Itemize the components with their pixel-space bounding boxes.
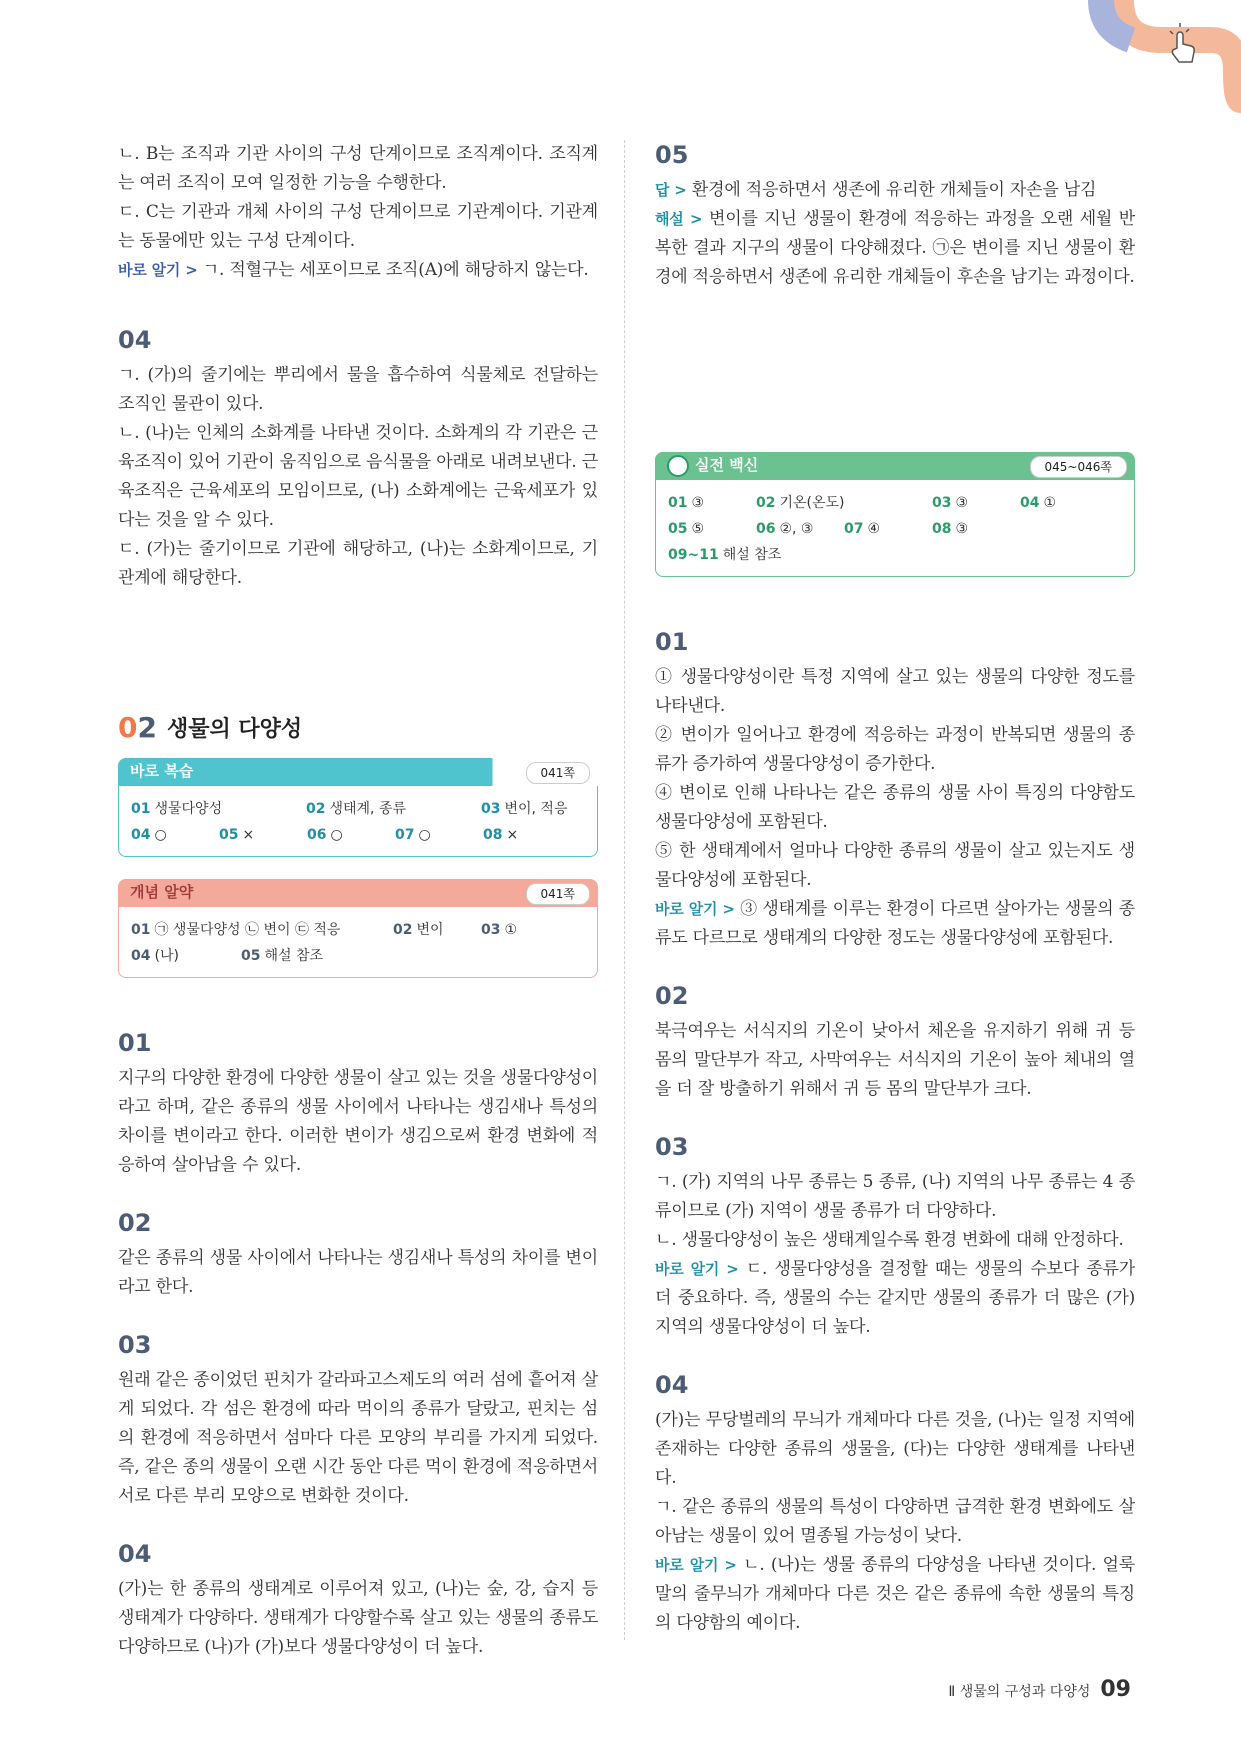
section-heading — [118, 711, 598, 744]
explanation-text: 지구의 다양한 환경에 다양한 생물이 살고 있는 것을 생물다양성이라고 하며, 같은 종류의 생물 사이에서 나타나는 생김새나 특성의 차이를 변이라고 한다. 이러한 변이가 생김으로써 환경 변화에 적응하여 살아남을 수 있다. — [118, 1068, 598, 1175]
answer-item: 03 변이, 적응 — [481, 801, 568, 817]
page-number: 09 — [1100, 1677, 1131, 1702]
explanation-text: 같은 종류의 생물 사이에서 나타나는 생김새나 특성의 차이를 변이라고 한다. — [118, 1248, 598, 1297]
concept-tag: 개념 알약 — [118, 879, 205, 905]
corner-decoration — [1061, 0, 1241, 120]
answer-item: 01 ㉠ 생물다양성 ㉡ 변이 ㉢ 적응 — [131, 922, 341, 938]
answer-item: 05 ⑤ — [668, 521, 705, 537]
correction-line: 바로 알기 > ㄴ. (나)는 생물 종류의 다양성을 나타낸 것이다. 얼룩말의 줄무늬가 개체마다 다른 것은 같은 종류에 속한 생물의 특징의 다양함의 예이다. — [655, 1555, 1135, 1633]
question-number: 01 — [118, 1029, 152, 1057]
page-ref: 045~046쪽 — [1030, 456, 1127, 478]
barun-label: 바로 알기 > — [118, 261, 198, 279]
answer-item: 04 ① — [1020, 495, 1057, 511]
answer-item: 03 ① — [481, 922, 518, 938]
question-number: 03 — [118, 1331, 152, 1359]
explanation-line: ⑤ 한 생태계에서 얼마나 다양한 종류의 생물이 살고 있는지도 생물다양성에 포함된다. — [655, 841, 1135, 890]
explanation-line: ㄴ. B는 조직과 기관 사이의 구성 단계이므로 조직계이다. 조직계는 여러 조직이 모여 일정한 기능을 수행한다. — [118, 144, 598, 193]
explanation-label: 해설 > — [655, 210, 703, 228]
column-divider — [624, 140, 625, 1640]
right-column — [655, 140, 1135, 1638]
answer-item: 07 ④ — [844, 521, 881, 537]
answer-text: 환경에 적응하면서 생존에 유리한 개체들이 자손을 남김 — [691, 180, 1097, 200]
barun-label: 바로 알기 > — [655, 1556, 737, 1574]
explanation-line: ㄴ. 생물다양성이 높은 생태계일수록 환경 변화에 대해 안정하다. — [655, 1230, 1124, 1250]
explanation-line — [655, 205, 1135, 292]
review-box — [118, 758, 598, 857]
explanation-line: ㄷ. (가)는 줄기이므로 기관에 해당하고, (나)는 소화계이므로, 기관계에 해당한다. — [118, 539, 598, 588]
answer-item: 05 × — [219, 827, 255, 843]
answer-item: 04 (나) — [131, 948, 179, 964]
answer-item: 02 기온(온도) — [756, 495, 845, 511]
explanation-line: ㄷ. C는 기관과 개체 사이의 구성 단계이므로 기관계이다. 기관계는 동물에만 있는 구성 단계이다. — [118, 202, 598, 251]
answer-item: 01 생물다양성 — [131, 801, 223, 817]
page-ref: 041쪽 — [526, 883, 591, 905]
answer-item: 01 ③ — [668, 495, 705, 511]
correction-line — [118, 256, 598, 285]
concept-box — [118, 879, 598, 978]
question-number: 04 — [118, 326, 152, 354]
lightbulb-icon — [667, 455, 689, 477]
explanation-text: 원래 같은 종이었던 핀치가 갈라파고스제도의 여러 섬에 흩어져 살게 되었다. 각 섬은 환경에 따라 먹이의 종류가 달랐고, 핀치는 섬의 환경에 적응하면서 섬마다 다른 모양의 부리를 가지게 되었다. 즉, 같은 종의 생물이 오랜 시간 동안 다른 먹이 환경에 적응하면서 서로 다른 부리 모양으로 변화한 것이다. — [118, 1370, 598, 1506]
explanation-line: ㄴ. (나)는 인체의 소화계를 나타낸 것이다. 소화계의 각 기관은 근육조직이 있어 기관이 움직임으로 음식물을 아래로 내려보낸다. 근육조직은 근육세포의 모임이므로, (나) 소화계에는 근육세포가 있다는 것을 알 수 있다. — [118, 423, 598, 530]
explanation-text: 북극여우는 서식지의 기온이 낮아서 체온을 유지하기 위해 귀 등 몸의 말단부가 작고, 사막여우는 서식지의 기온이 높아 체내의 열을 더 잘 방출하기 위해서 귀 등 몸의 말단부가 크다. — [655, 1021, 1135, 1099]
practice-tag: 실전 백신 — [655, 452, 770, 478]
answer-item: 02 변이 — [393, 922, 444, 938]
page-ref: 041쪽 — [526, 762, 591, 784]
question-number: 04 — [655, 1371, 689, 1399]
explanation-line: ㄱ. (가)의 줄기에는 뿌리에서 물을 흡수하여 식물체로 전달하는 조직인 물관이 있다. — [118, 365, 598, 414]
explanation-line: ④ 변이로 인해 나타나는 같은 종류의 생물 사이 특징의 다양함도 생물다양성에 포함된다. — [655, 783, 1135, 832]
correction-line: 바로 알기 > ③ 생태계를 이루는 환경이 다르면 살아가는 생물의 종류도 다르므로 생태계의 다양한 정도는 생물다양성에 포함된다. — [655, 899, 1135, 948]
answer-item: 08 × — [483, 827, 519, 843]
question-number: 02 — [655, 982, 689, 1010]
question-number: 04 — [118, 1540, 152, 1568]
question-number: 05 — [655, 141, 689, 169]
explanation-line: ① 생물다양성이란 특정 지역에 살고 있는 생물의 다양한 정도를 나타낸다. — [655, 667, 1135, 716]
explanation-text: 변이를 지닌 생물이 환경에 적응하는 과정을 오랜 세월 반복한 결과 지구의 생물이 다양해졌다. ㉠은 변이를 지닌 생물이 환경에 적응하면서 생존에 유리한 개체들이 후손을 남기는 과정이다. — [655, 209, 1135, 287]
answer-item: 07 ○ — [395, 827, 431, 843]
explanation-text: (가)는 한 종류의 생태계로 이루어져 있고, (나)는 숲, 강, 습지 등 생태계가 다양하다. 생태계가 다양할수록 살고 있는 생물의 종류도 다양하므로 (나)가 (가)보다 생물다양성이 더 높다. — [118, 1579, 598, 1657]
section-title: 생물의 다양성 — [166, 717, 303, 742]
answer-item: 08 ③ — [932, 521, 969, 537]
answer-item: 02 생태계, 종류 — [306, 801, 407, 817]
correction-text: ㄱ. 적혈구는 세포이므로 조직(A)에 해당하지 않는다. — [202, 260, 589, 280]
review-tag: 바로 복습 — [118, 758, 205, 784]
explanation-line: ㄱ. 같은 종류의 생물의 특성이 다양하면 급격한 환경 변화에도 살아남는 생물이 있어 멸종될 가능성이 낮다. — [655, 1497, 1135, 1546]
answer-item: 09~11 해설 참조 — [668, 547, 782, 563]
left-column — [118, 140, 598, 1662]
answer-item: 06 ②, ③ — [756, 521, 814, 537]
answer-item: 03 ③ — [932, 495, 969, 511]
barun-label: 바로 알기 > — [655, 1260, 739, 1278]
explanation-line: ㄱ. (가) 지역의 나무 종류는 5 종류, (나) 지역의 나무 종류는 4 종류이므로 (가) 지역이 생물 종류가 더 다양하다. — [655, 1172, 1135, 1221]
question-number: 02 — [118, 1209, 152, 1237]
practice-box — [655, 452, 1135, 577]
answer-item: 05 해설 참조 — [241, 948, 324, 964]
section-number: 02 — [118, 711, 157, 744]
question-number: 01 — [655, 628, 689, 656]
explanation-line: (가)는 무당벌레의 무늬가 개체마다 다른 것을, (나)는 일정 지역에 존재하는 다양한 종류의 생물을, (다)는 다양한 생태계를 나타낸다. — [655, 1410, 1135, 1488]
page-footer — [948, 1677, 1131, 1702]
explanation-line: ② 변이가 일어나고 환경에 적응하는 과정이 반복되면 생물의 종류가 증가하여 생물다양성이 증가한다. — [655, 725, 1135, 774]
answer-line — [655, 176, 1135, 205]
unit-title: Ⅱ 생물의 구성과 다양성 — [948, 1684, 1091, 1700]
question-number: 03 — [655, 1133, 689, 1161]
answer-label: 답 > — [655, 181, 687, 199]
answer-item: 04 ○ — [131, 827, 167, 843]
correction-line: 바로 알기 > ㄷ. 생물다양성을 결정할 때는 생물의 수보다 종류가 더 중요하다. 즉, 생물의 수는 같지만 생물의 종류가 더 많은 (가) 지역의 생물다양성이 더 높다. — [655, 1259, 1135, 1337]
barun-label: 바로 알기 > — [655, 900, 735, 918]
answer-item: 06 ○ — [307, 827, 343, 843]
